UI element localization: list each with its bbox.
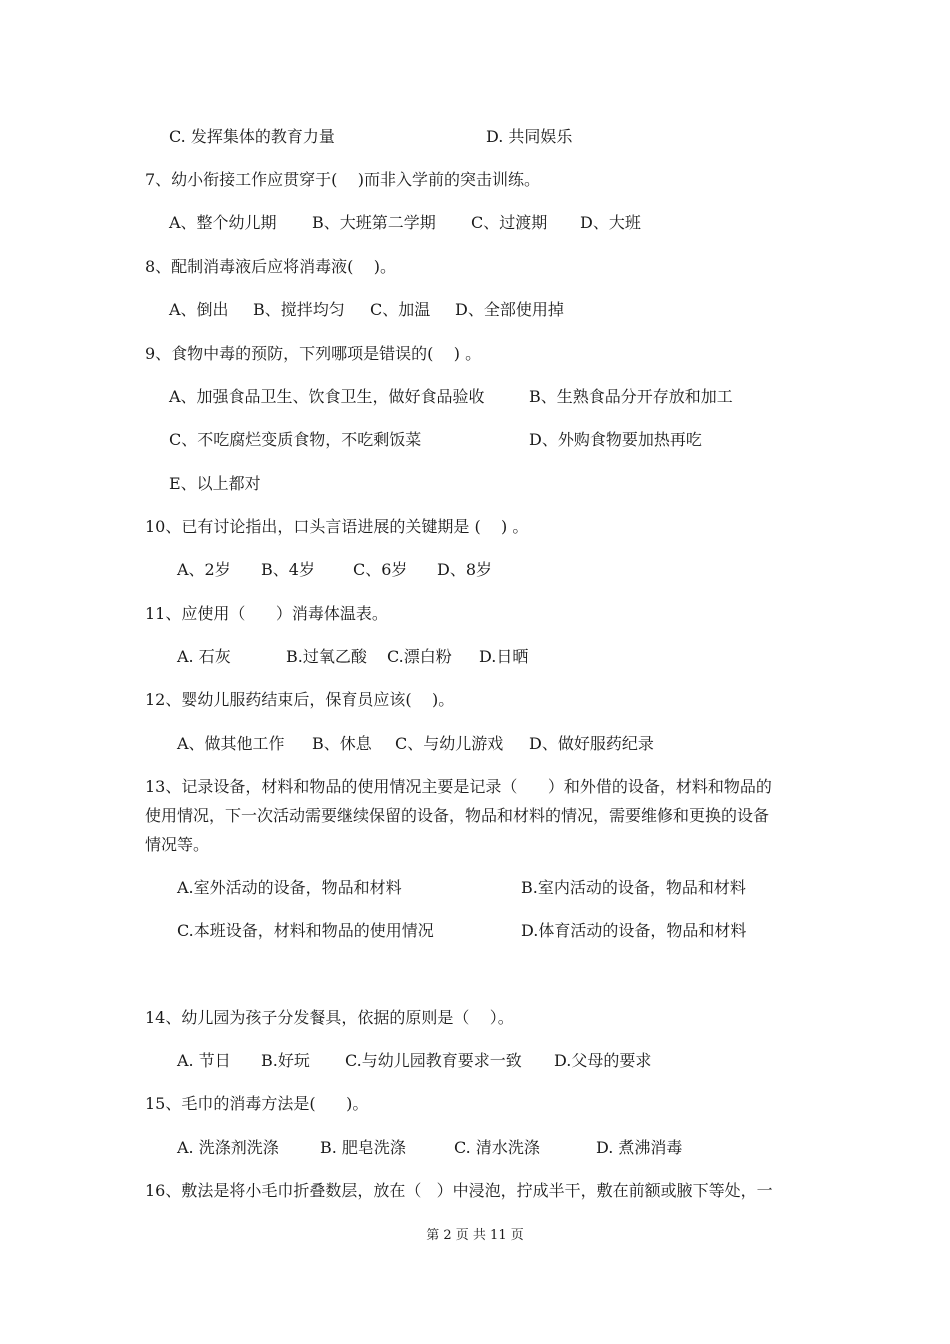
q15-option-a: A. 洗涤剂洗涤: [177, 1138, 279, 1157]
q10-stem: 10、已有讨论指出，口头言语进展的关键期是 ( ) 。: [145, 517, 529, 536]
q12-stem: 12、婴幼儿服药结束后，保育员应该( )。: [145, 690, 455, 709]
q8-option-c: C、加温: [370, 300, 431, 319]
q9-option-a: A、加强食品卫生、饮食卫生，做好食品验收: [169, 387, 485, 406]
q13-option-c: C.本班设备，材料和物品的使用情况: [177, 921, 434, 940]
q13-stem-line2: 使用情况，下一次活动需要继续保留的设备，物品和材料的情况，需要维修和更换的设备: [145, 806, 770, 825]
q15-option-b: B. 肥皂洗涤: [320, 1138, 406, 1157]
page-footer: 第 2 页 共 11 页: [426, 1228, 524, 1243]
q7-option-a: A、整个幼儿期: [169, 213, 277, 232]
q8-option-a: A、倒出: [169, 300, 229, 319]
q10-option-c: C、6岁: [353, 560, 408, 579]
q12-option-b: B、休息: [312, 734, 372, 753]
q8-stem: 8、配制消毒液后应将消毒液( )。: [145, 257, 397, 276]
q11-stem: 11、应使用（ ）消毒体温表。: [145, 604, 388, 623]
q6-option-c: C. 发挥集体的教育力量: [169, 127, 335, 146]
q7-stem: 7、幼小衔接工作应贯穿于( )而非入学前的突击训练。: [145, 170, 541, 189]
q13-option-d: D.体育活动的设备，物品和材料: [521, 921, 747, 940]
q14-option-b: B.好玩: [261, 1051, 310, 1070]
q13-stem-line3: 情况等。: [145, 835, 210, 854]
q6-option-d: D. 共同娱乐: [486, 127, 573, 146]
q9-stem: 9、食物中毒的预防，下列哪项是错误的( ) 。: [145, 344, 482, 363]
q11-option-a: A. 石灰: [177, 647, 231, 666]
q10-option-d: D、8岁: [437, 560, 493, 579]
q13-option-b: B.室内活动的设备，物品和材料: [521, 878, 746, 897]
q16-stem: 16、敷法是将小毛巾折叠数层，放在（ ）中浸泡，拧成半干，敷在前额或腋下等处，一: [145, 1181, 773, 1200]
q10-option-b: B、4岁: [261, 560, 315, 579]
q12-option-c: C、与幼儿游戏: [395, 734, 504, 753]
q9-option-b: B、生熟食品分开存放和加工: [529, 387, 733, 406]
q12-option-d: D、做好服药纪录: [529, 734, 654, 753]
q10-option-a: A、2岁: [177, 560, 231, 579]
q9-option-c: C、不吃腐烂变质食物，不吃剩饭菜: [169, 430, 422, 449]
q14-option-a: A. 节日: [177, 1051, 231, 1070]
q12-option-a: A、做其他工作: [177, 734, 285, 753]
q8-option-b: B、搅拌均匀: [253, 300, 345, 319]
q13-option-a: A.室外活动的设备，物品和材料: [177, 878, 402, 897]
q9-option-e: E、以上都对: [169, 474, 261, 493]
q7-option-b: B、大班第二学期: [312, 213, 436, 232]
q14-option-c: C.与幼儿园教育要求一致: [345, 1051, 522, 1070]
q15-option-d: D. 煮沸消毒: [596, 1138, 683, 1157]
q15-option-c: C. 清水洗涤: [454, 1138, 540, 1157]
q11-option-c: C.漂白粉: [387, 647, 452, 666]
q7-option-c: C、过渡期: [471, 213, 548, 232]
q14-option-d: D.父母的要求: [554, 1051, 652, 1070]
q11-option-d: D.日晒: [479, 647, 529, 666]
q14-stem: 14、幼儿园为孩子分发餐具，依据的原则是（ ）。: [145, 1008, 514, 1027]
q9-option-d: D、外购食物要加热再吃: [529, 430, 702, 449]
q11-option-b: B.过氧乙酸: [286, 647, 367, 666]
q13-stem-line1: 13、记录设备，材料和物品的使用情况主要是记录（ ）和外借的设备，材料和物品的: [145, 777, 772, 796]
q15-stem: 15、毛巾的消毒方法是( )。: [145, 1094, 369, 1113]
q7-option-d: D、大班: [580, 213, 641, 232]
q8-option-d: D、全部使用掉: [455, 300, 564, 319]
